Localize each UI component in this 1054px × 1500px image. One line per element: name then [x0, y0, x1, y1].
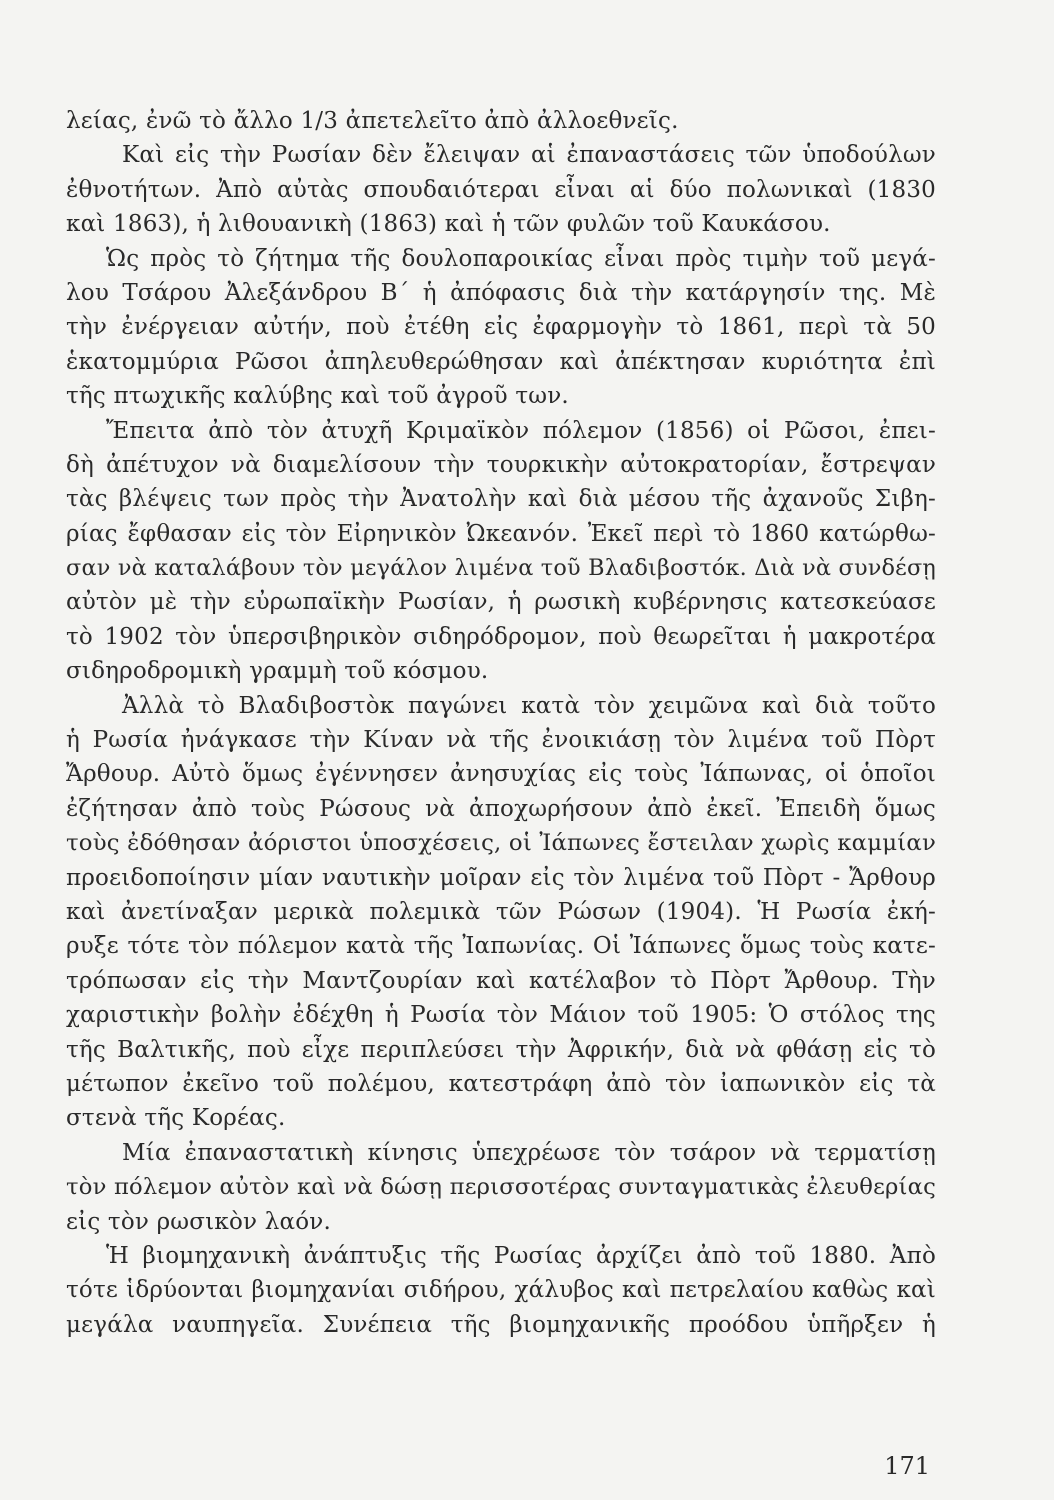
text-line: προειδοποίησιν μίαν ναυτικὴν μοῖραν εἰς τὸν λιμένα τοῦ Πὸρτ - Ἄρθουρ	[66, 864, 936, 891]
text-line: ἐζήτησαν ἀπὸ τοὺς Ρώσους νὰ ἀποχωρήσουν ἀπὸ ἐκεῖ. Ἐπειδὴ ὅμως	[66, 795, 936, 822]
text-line: τότε ἱδρύονται βιομηχανίαι σιδήρου, χάλυβος καὶ πετρελαίου καθὼς καὶ	[66, 1277, 936, 1304]
text-line: τὸν πόλεμον αὐτὸν καὶ νὰ δώσῃ περισσοτέρας συνταγματικὰς ἐλευθερίας	[66, 1174, 936, 1201]
text-line: μέτωπον ἐκεῖνο τοῦ πολέμου, κατεστράφη ἀπὸ τὸν ἰαπωνικὸν εἰς τὰ	[66, 1070, 936, 1097]
text-line: Ἡ βιομηχανικὴ ἀνάπτυξις τῆς Ρωσίας ἀρχίζει ἀπὸ τοῦ 1880. Ἀπὸ	[106, 1242, 936, 1269]
text-line: εἰς τὸν ρωσικὸν λαόν.	[66, 1208, 331, 1235]
page-number: 171	[884, 1452, 930, 1480]
text-line: Μία ἐπαναστατικὴ κίνησις ὑπεχρέωσε τὸν τσάρον νὰ τερματίσῃ	[122, 1139, 936, 1166]
text-line: τρόπωσαν εἰς τὴν Μαντζουρίαν καὶ κατέλαβον τὸ Πὸρτ Ἄρθουρ. Τὴν	[66, 967, 936, 994]
text-line: καὶ 1863), ἡ λιθουανικὴ (1863) καὶ ἡ τῶν φυλῶν τοῦ Καυκάσου.	[66, 211, 831, 238]
text-line: σαν νὰ καταλάβουν τὸν μεγάλον λιμένα τοῦ Βλαδιβοστόκ. Διὰ νὰ συνδέσῃ	[66, 555, 936, 582]
text-line: τὰς βλέψεις των πρὸς τὴν Ἀνατολὴν καὶ διὰ μέσου τῆς ἀχανοῦς Σιβη-	[66, 486, 936, 513]
text-line: λείας, ἐνῶ τὸ ἄλλο 1/3 ἀπετελεῖτο ἀπὸ ἀλλοεθνεῖς.	[66, 108, 679, 134]
text-line: Καὶ εἰς τὴν Ρωσίαν δὲν ἔλειψαν αἱ ἐπαναστάσεις τῶν ὑποδούλων	[122, 142, 936, 169]
text-line: αὐτὸν μὲ τὴν εὐρωπαϊκὴν Ρωσίαν, ἡ ρωσικὴ κυβέρνησις κατεσκεύασε	[66, 589, 936, 616]
text-line: τὸ 1902 τὸν ὑπερσιβηρικὸν σιδηρόδρομον, ποὺ θεωρεῖται ἡ μακροτέρα	[66, 623, 936, 650]
body-text	[66, 104, 936, 1342]
text-line: στενὰ τῆς Κορέας.	[66, 1105, 286, 1132]
text-line: Ἔπειτα ἀπὸ τὸν ἀτυχῆ Κριμαϊκὸν πόλεμον (1856) οἱ Ρῶσοι, ἐπει-	[106, 417, 936, 444]
text-line: ἐθνοτήτων. Ἀπὸ αὐτὰς σπουδαιότεραι εἶναι αἱ δύο πολωνικαὶ (1830	[66, 176, 936, 203]
text-line: μεγάλα ναυπηγεῖα. Συνέπεια τῆς βιομηχανικῆς προόδου ὑπῆρξεν ἡ	[66, 1311, 936, 1338]
text-line: Ἀλλὰ τὸ Βλαδιβοστὸκ παγώνει κατὰ τὸν χειμῶνα καὶ διὰ τοῦτο	[122, 692, 936, 719]
text-line: καὶ ἀνετίναξαν μερικὰ πολεμικὰ τῶν Ρώσων (1904). Ἡ Ρωσία ἐκή-	[66, 898, 936, 925]
text-line: ρυξε τότε τὸν πόλεμον κατὰ τῆς Ἰαπωνίας. Οἱ Ἰάπωνες ὅμως τοὺς κατε-	[66, 933, 936, 960]
text-line: τὴν ἐνέργειαν αὐτήν, ποὺ ἐτέθη εἰς ἐφαρμογὴν τὸ 1861, περὶ τὰ 50	[66, 314, 936, 341]
text-line: ρίας ἔφθασαν εἰς τὸν Εἰρηνικὸν Ὠκεανόν. Ἐκεῖ περὶ τὸ 1860 κατώρθω-	[66, 520, 936, 547]
text-line: τῆς πτωχικῆς καλύβης καὶ τοῦ ἀγροῦ των.	[66, 383, 569, 410]
text-line: τῆς Βαλτικῆς, ποὺ εἶχε περιπλεύσει τὴν Ἀφρικήν, διὰ νὰ φθάσῃ εἰς τὸ	[66, 1036, 936, 1063]
text-line: σιδηροδρομικὴ γραμμὴ τοῦ κόσμου.	[66, 658, 489, 685]
text-line: Ὡς πρὸς τὸ ζήτημα τῆς δουλοπαροικίας εἶναι πρὸς τιμὴν τοῦ μεγά-	[106, 245, 936, 272]
text-line: ἡ Ρωσία ἠνάγκασε τὴν Κίναν νὰ τῆς ἐνοικιάσῃ τὸν λιμένα τοῦ Πὸρτ	[66, 727, 936, 754]
text-line: ἑκατομμύρια Ρῶσοι ἀπηλευθερώθησαν καὶ ἀπέκτησαν κυριότητα ἐπὶ	[66, 348, 936, 375]
text-line: δὴ ἀπέτυχον νὰ διαμελίσουν τὴν τουρκικὴν αὐτοκρατορίαν, ἔστρεψαν	[66, 451, 936, 478]
text-line: Ἄρθουρ. Αὐτὸ ὅμως ἐγέννησεν ἀνησυχίας εἰς τοὺς Ἰάπωνας, οἱ ὁποῖοι	[66, 761, 936, 788]
text-line: χαριστικὴν βολὴν ἐδέχθη ἡ Ρωσία τὸν Μάιον τοῦ 1905: Ὁ στόλος της	[66, 1002, 936, 1029]
text-line: λου Τσάρου Ἀλεξάνδρου Β΄ ἡ ἀπόφασις διὰ τὴν κατάργησίν της. Μὲ	[66, 279, 936, 306]
text-line: τοὺς ἐδόθησαν ἀόριστοι ὑποσχέσεις, οἱ Ἰάπωνες ἔστειλαν χωρὶς καμμίαν	[66, 830, 936, 857]
